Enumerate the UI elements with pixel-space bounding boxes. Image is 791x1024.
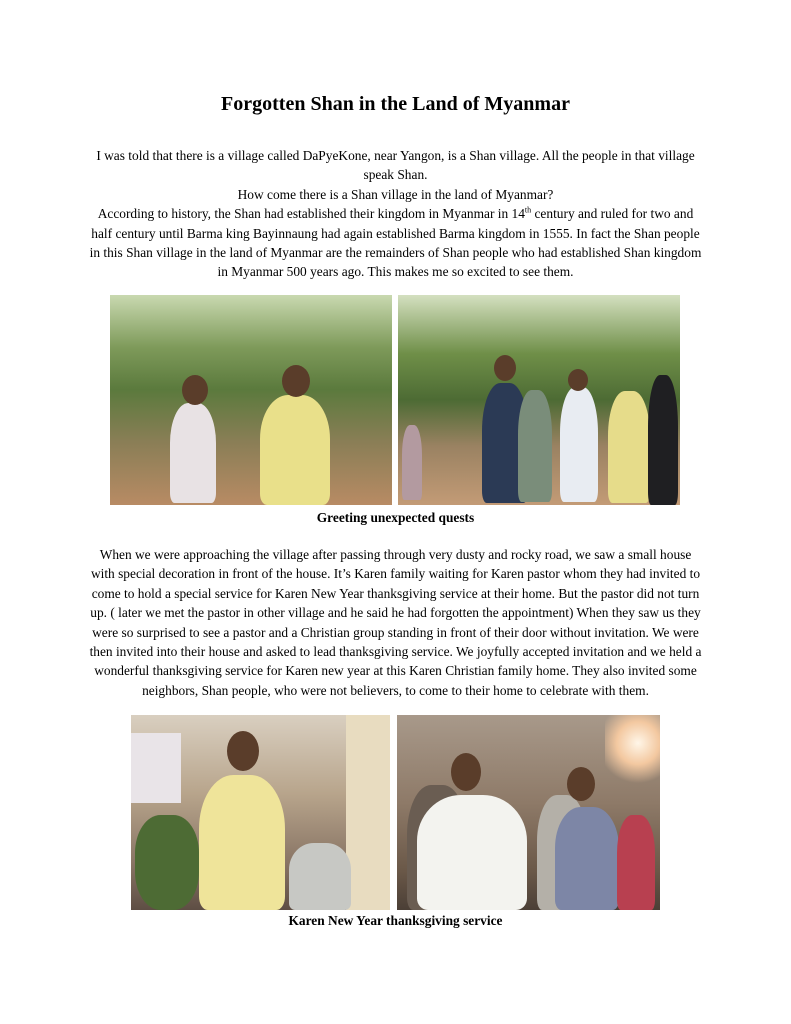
photo-congregation <box>397 715 660 910</box>
intro-line-1: I was told that there is a village called DaPyeKone, near Yangon, is a Shan village. All the people in that village speak Shan. <box>96 148 695 183</box>
caption-greeting: Greeting unexpected quests <box>316 510 475 525</box>
photo-greeting-group <box>398 295 680 505</box>
caption-thanksgiving: Karen New Year thanksgiving service <box>288 913 503 928</box>
photo-greeting-handshake <box>110 295 392 505</box>
intro-line-3-post: century and ruled for two and half century until Barma king Bayinnaung had again established Barma kingdom in 1555. In fact the Shan people in this Shan village in the land of Myanmar are the remainders of Shan people who had established Shan kingdom in Myanmar 500 years ago. This makes me so excited to see them. <box>89 206 702 280</box>
intro-paragraph <box>88 146 703 282</box>
intro-superscript: th <box>524 205 532 215</box>
intro-line-2: How come there is a Shan village in the land of Myanmar? <box>237 186 554 202</box>
intro-line-3 <box>88 204 703 282</box>
intro-line-3-pre: According to history, the Shan had established their kingdom in Myanmar in 14 <box>97 206 525 222</box>
body-paragraph: When we were approaching the village after passing through very dusty and rocky road, we saw a small house with special decoration in front of the house. It’s Karen family waiting for Karen pastor whom they had invited to come to hold a special service for Karen New Year thanksgiving service at their home. But the pastor did not turn up. ( later we met the pastor in other village and he said he had forgotten the appointment) When they saw us they were so surprised to see a pastor and a Christian group standing in front of their door without invitation. We were then invited into their house and asked to lead thanksgiving service. We joyfully accepted invitation and we held a wonderful thanksgiving service for Karen new year at this Karen Christian family home. They also invited some neighbors, Shan people, who were not believers, to come to their home to celebrate with them. <box>89 547 702 698</box>
photo-pastor-speaking <box>131 715 390 910</box>
page-title: Forgotten Shan in the Land of Myanmar <box>221 93 570 115</box>
